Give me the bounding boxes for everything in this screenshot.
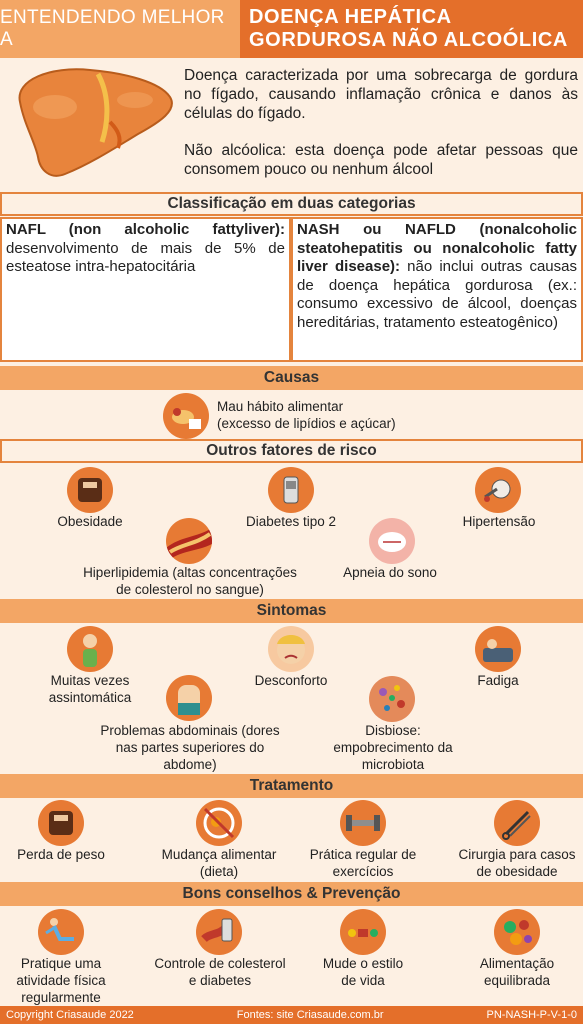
surgery-scissors-icon <box>494 800 540 846</box>
stretching-icon <box>38 909 84 955</box>
section-symptoms-title: Sintomas <box>0 599 583 623</box>
header-main-title-line2: GORDUROSA NÃO ALCOÓLICA <box>249 29 568 51</box>
blood-test-icon <box>196 909 242 955</box>
nash-term: NASH ou NAFLD (nonalcoholic steatohepatitis ou nonalcoholic fatty liver disease): <box>297 221 577 275</box>
symptom-discomfort: Desconforto <box>254 673 328 688</box>
risk-obesity: Obesidade <box>57 514 123 529</box>
treatment-exercise: Prática regular de exercícios <box>309 847 417 879</box>
artery-icon <box>166 518 212 564</box>
advice-lifestyle: Mude o estilo de vida <box>322 956 404 988</box>
fatigue-icon <box>475 626 521 672</box>
footer <box>0 1006 583 1024</box>
header-main-title <box>240 0 583 58</box>
advice-physical-activity: Pratique uma atividade física regularmente <box>16 956 106 1005</box>
scale-icon <box>67 467 113 513</box>
risk-diabetes: Diabetes tipo 2 <box>245 514 337 529</box>
treatment-weight-loss: Perda de peso <box>17 847 105 862</box>
section-advice-title: Bons conselhos & Prevenção <box>0 882 583 906</box>
nafl-term: NAFL (non alcoholic fattyliver): <box>6 221 285 238</box>
header-main-title-line1: DOENÇA HEPÁTICA <box>249 6 452 28</box>
risk-hyperlipidemia: Hiperlipidemia (altas concentrações de colesterol no sangue) <box>83 565 297 597</box>
section-treatment-title: Tratamento <box>0 774 583 798</box>
abdomen-icon <box>166 675 212 721</box>
liver-illustration <box>10 62 178 182</box>
advice-cholesterol-control: Controle de colesterol e diabetes <box>154 956 286 988</box>
nash-box <box>291 217 583 362</box>
symptom-fatigue: Fadiga <box>477 673 519 688</box>
footer-code: PN-NASH-P-V-1-0 <box>486 1009 577 1021</box>
section-classification-title: Classificação em duas categorias <box>0 192 583 216</box>
discomfort-face-icon <box>268 626 314 672</box>
section-risk-title: Outros fatores de risco <box>0 439 583 463</box>
nafl-box <box>0 217 291 362</box>
intro-non-alcoholic: Não alcóolica: esta doença pode afetar pessoas que consomem pouco ou nenhum álcool <box>184 142 578 178</box>
symptom-dysbiosis: Disbiose: empobrecimento da microbiota <box>333 723 453 772</box>
intro-text <box>184 66 578 197</box>
food-icon <box>163 393 209 439</box>
cause-item: Mau hábito alimentar (excesso de lipídios e açúcar) <box>217 399 396 431</box>
blood-pressure-icon <box>475 467 521 513</box>
person-icon <box>67 626 113 672</box>
footer-source: Fontes: site Criasaude.com.br <box>236 1009 384 1021</box>
nafl-description: desenvolvimento de mais de 5% de esteatose intra-hepatocitária <box>6 239 285 275</box>
risk-hypertension: Hipertensão <box>462 514 536 529</box>
symptom-asymptomatic: Muitas vezes assintomática <box>48 673 132 705</box>
vegetables-icon <box>494 909 540 955</box>
advice-balanced-diet: Alimentação equilibrada <box>479 956 555 988</box>
treatment-diet: Mudança alimentar (dieta) <box>161 847 277 879</box>
microbiota-icon <box>369 676 415 722</box>
nash-description: não inclui outras causas de doença hepática gordurosa (ex.: consumo excessivo de álcool, doenças hereditárias, tratamento esteatogênico) <box>297 258 577 331</box>
dumbbell-icon <box>340 800 386 846</box>
sleep-apnea-icon <box>369 518 415 564</box>
section-causes-title: Causas <box>0 366 583 390</box>
treatment-surgery: Cirurgia para casos de obesidade <box>458 847 576 879</box>
risk-sleep-apnea: Apneia do sono <box>343 565 437 580</box>
header-left-title: ENTENDENDO MELHOR A <box>0 0 240 58</box>
intro-definition: Doença caracterizada por uma sobrecarga de gordura no fígado, causando inflamação crônica e danos às células do fígado. <box>184 67 578 122</box>
footer-copyright: Copyright Criasaude 2022 <box>6 1009 134 1021</box>
symptom-abdominal: Problemas abdominais (dores nas partes superiores do abdome) <box>100 723 280 772</box>
weight-scale-icon <box>38 800 84 846</box>
glucometer-icon <box>268 467 314 513</box>
lifestyle-icon <box>340 909 386 955</box>
diet-change-icon <box>196 800 242 846</box>
